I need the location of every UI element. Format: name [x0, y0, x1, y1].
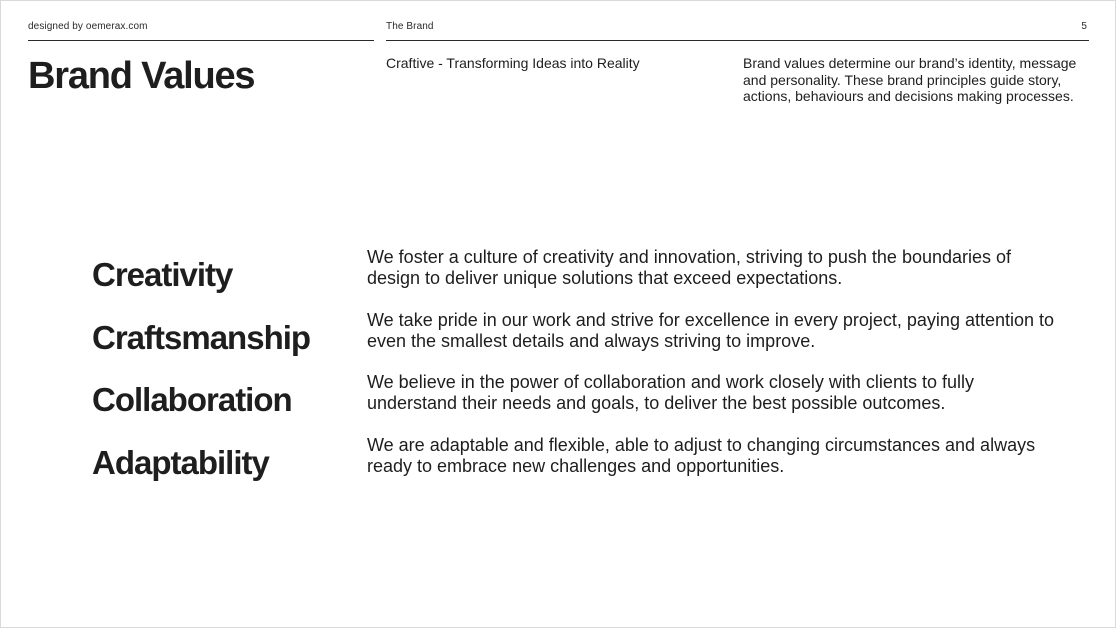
brand-tagline: Craftive - Transforming Ideas into Reality [386, 55, 640, 71]
section-label: The Brand [386, 21, 434, 32]
value-name: Craftsmanship [92, 319, 311, 356]
page-title: Brand Values [28, 55, 255, 97]
value-name: Creativity [92, 256, 233, 293]
value-description: We take pride in our work and strive for excellence in every project, paying attention to even the smallest details and always striving to improve. [367, 310, 1055, 351]
value-description: We foster a culture of creativity and innovation, striving to push the boundaries of design to deliver unique solutions that exceed expectations. [367, 247, 1012, 288]
value-description: We believe in the power of collaboration and work closely with clients to fully understand their needs and goals, to deliver the best possible outcomes. [367, 372, 974, 413]
page-number: 5 [1081, 21, 1087, 32]
value-item-collaboration [1, 372, 1115, 436]
intro-paragraph: Brand values determine our brand’s identity, message and personality. These brand principles guide story, actions, behaviours and decisions making processes. [743, 55, 1077, 104]
value-description: We are adaptable and flexible, able to adjust to changing circumstances and always ready to embrace new challenges and opportunities. [367, 435, 1036, 476]
header-divider-left [28, 40, 374, 41]
value-name: Collaboration [92, 381, 292, 418]
designer-credit: designed by oemerax.com [28, 21, 148, 32]
value-item-craftsmanship [1, 310, 1115, 374]
header-divider-right [386, 40, 1089, 41]
value-item-creativity [1, 247, 1115, 311]
value-name: Adaptability [92, 444, 269, 481]
value-item-adaptability [1, 435, 1115, 499]
